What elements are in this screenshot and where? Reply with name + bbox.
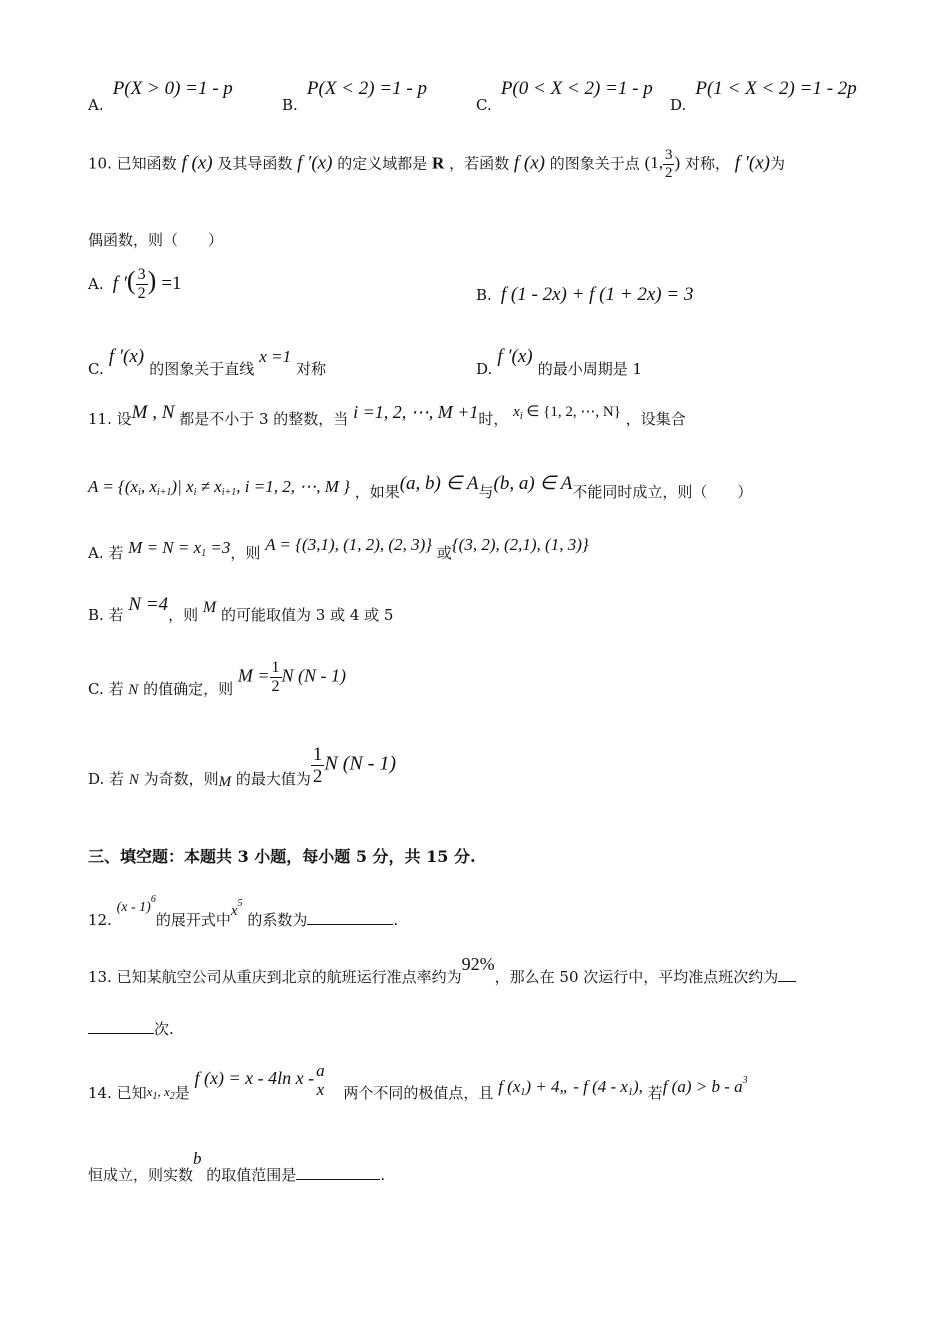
stem-text: 及其导函数 — [217, 154, 293, 173]
numerator: 3 — [137, 266, 146, 283]
answer-blank-part2[interactable] — [88, 1019, 154, 1034]
formula: M — [202, 599, 217, 616]
answer-blank-part1[interactable] — [778, 967, 796, 982]
option-label: C. — [476, 96, 492, 114]
question-number: 10. — [88, 154, 112, 173]
formula: =1 — [161, 273, 182, 294]
fraction — [270, 660, 282, 695]
formula — [498, 1077, 643, 1096]
section-heading: 三、填空题：本题共 3 小题，每小题 5 分，共 15 分. — [88, 847, 476, 866]
formula: f ′(x) — [497, 346, 533, 367]
option-label: D. 若 — [88, 769, 125, 788]
formula: x — [230, 903, 238, 919]
option-label: B. — [282, 96, 298, 114]
formula: f (1 - 2x) + f (1 + 2x) = 3 — [500, 284, 694, 305]
formula — [146, 1084, 175, 1102]
formula: P(X > 0) =1 - p — [112, 78, 233, 99]
option-label: A. — [88, 96, 104, 114]
option-text: ，则 — [168, 606, 199, 624]
stem-text: 已知某航空公司从重庆到北京的航班运行准点率约为 — [116, 968, 462, 986]
stem-text: 的系数为 — [247, 911, 308, 929]
subscript: 1 — [520, 1087, 526, 1098]
option-label: B. — [476, 286, 492, 304]
formula: f (a) > b - a — [662, 1077, 743, 1096]
q9-option-b — [282, 78, 427, 114]
question-number: 12. — [88, 911, 112, 929]
formula: x — [513, 404, 520, 420]
formula: f (x) = x - 4ln x - — [194, 1068, 315, 1088]
numerator: a — [316, 1061, 325, 1080]
q12-stem — [88, 894, 399, 929]
formula: P(0 < X < 2) =1 - p — [500, 78, 653, 99]
formula: M = — [237, 665, 270, 686]
fraction — [663, 148, 675, 181]
q13-stem-line1 — [88, 954, 796, 986]
q9-option-d — [670, 78, 857, 114]
formula: f ′(x) — [734, 152, 771, 174]
q11-option-d — [88, 744, 397, 790]
stem-text: ，如果 — [354, 483, 400, 501]
stem-text: 对称， — [684, 154, 730, 173]
q9-option-c — [476, 78, 653, 114]
formula — [230, 898, 243, 919]
option-label: D. — [670, 96, 687, 114]
option-label: B. 若 — [88, 606, 124, 624]
formula: =3 — [206, 538, 231, 557]
q9-option-a — [88, 78, 233, 114]
formula: i =1, 2, ⋯, M +1 — [353, 402, 479, 422]
answer-blank[interactable] — [296, 1165, 380, 1180]
formula: {(3, 2), (2,1), (1, 3)} — [451, 535, 589, 554]
stem-text: 设 — [116, 410, 132, 428]
q14-stem-line2 — [88, 1148, 386, 1184]
formula: f ′(x) — [297, 152, 333, 174]
formula: N (N - 1) — [281, 665, 346, 686]
stem-text: ，那么在 50 次运行中，平均准点班次约为 — [494, 968, 779, 986]
superscript: 3 — [742, 1075, 748, 1086]
formula: , x — [140, 477, 157, 496]
subscript: i — [138, 487, 141, 498]
q10-option-b — [476, 284, 693, 306]
formula: f ′(x) — [108, 346, 145, 367]
formula: , x — [157, 1084, 170, 1099]
denominator: x — [316, 1080, 325, 1099]
q11-option-a — [88, 535, 589, 564]
q11-option-b — [88, 594, 394, 626]
stem-text: . — [380, 1166, 386, 1184]
formula: x =1 — [259, 347, 292, 366]
q11-option-c — [88, 659, 346, 698]
answer-blank[interactable] — [307, 910, 393, 925]
q10-stem-line1 — [88, 148, 785, 181]
formula: N — [128, 681, 139, 698]
option-text: 的最小周期是 1 — [537, 360, 643, 378]
subscript: 1 — [627, 1087, 633, 1098]
fraction — [311, 745, 325, 786]
stem-text: ，设集合 — [625, 410, 686, 428]
paren: ) — [147, 266, 157, 295]
fraction — [136, 267, 148, 302]
formula: ≠ x — [196, 477, 222, 496]
formula: P(1 < X < 2) =1 - 2p — [695, 78, 857, 99]
paren: ( — [126, 266, 136, 295]
formula: )| x — [171, 477, 194, 496]
question-number: 13. — [88, 968, 112, 986]
option-text: 的最大值为 — [235, 769, 311, 788]
q10-option-a — [88, 266, 182, 302]
subscript: i+1 — [156, 487, 172, 498]
formula: A = {(3,1), (1, 2), (2, 3)} — [265, 535, 433, 554]
stem-text: 若 — [647, 1084, 663, 1102]
stem-text: 与 — [478, 483, 494, 501]
formula: x — [146, 1084, 153, 1099]
percentage: 92% — [461, 954, 495, 974]
option-text: 的可能取值为 3 或 4 或 5 — [221, 606, 394, 624]
numerator: 3 — [664, 147, 673, 163]
option-text: ，则 — [230, 544, 261, 562]
option-text: 对称 — [296, 360, 327, 378]
option-label: A. — [88, 275, 104, 293]
question-number: 11. — [88, 410, 112, 428]
subscript: i+1 — [221, 487, 237, 498]
formula: (a, b) ∈ A — [399, 473, 479, 494]
option-text: 或 — [436, 544, 452, 562]
formula: ∈ {1, 2, ⋯, N} — [522, 404, 621, 420]
formula: A = {(x — [88, 477, 139, 496]
formula: P(X < 2) =1 - p — [306, 78, 427, 99]
formula: , i =1, 2, ⋯, M } — [236, 477, 350, 496]
stem-text: 的展开式中 — [155, 911, 231, 929]
formula: f ′ — [112, 273, 127, 294]
question-number: 14. — [88, 1084, 112, 1102]
subscript: 1 — [201, 548, 207, 559]
formula — [663, 1077, 748, 1096]
superscript: 5 — [237, 898, 243, 909]
stem-text: 两个不同的极值点，且 — [343, 1084, 494, 1102]
formula: N (N - 1) — [324, 752, 397, 775]
stem-text: 的图象关于点 — [549, 154, 640, 173]
formula: 1, — [650, 153, 663, 173]
option-label: D. — [476, 360, 493, 378]
stem-text: 是 — [174, 1084, 190, 1102]
option-text: 的值确定，则 — [143, 679, 234, 698]
stem-text: 已知 — [116, 1084, 147, 1102]
stem-text: 已知函数 — [116, 154, 177, 173]
formula: M — [218, 773, 232, 790]
fraction — [314, 1062, 327, 1098]
formula — [513, 404, 621, 420]
subscript: 1 — [152, 1091, 158, 1102]
q13-stem-line2 — [88, 1018, 174, 1039]
denominator: 2 — [664, 165, 673, 181]
q14-stem-line1 — [88, 1052, 748, 1102]
option-text: 为奇数，则 — [143, 769, 219, 788]
formula: f (x) — [181, 152, 213, 174]
q11-stem-line1 — [88, 402, 686, 430]
formula: f (x — [498, 1077, 521, 1096]
stem-text: 的定义域都是 — [337, 154, 428, 173]
subscript: 2 — [169, 1091, 175, 1102]
formula: N =4 — [128, 594, 169, 615]
formula: N — [128, 771, 139, 788]
option-text: 的图象关于直线 — [149, 360, 255, 378]
q10-option-d — [476, 346, 643, 378]
stem-text: 时， — [478, 410, 509, 428]
stem-text: 的取值范围是 — [206, 1166, 297, 1184]
formula: ), — [632, 1077, 643, 1096]
denominator: 2 — [137, 285, 146, 302]
option-label: C. 若 — [88, 679, 124, 698]
option-label: A. 若 — [88, 544, 124, 562]
formula: b — [193, 1149, 202, 1168]
stem-text: 恒成立，则实数 — [88, 1166, 194, 1184]
subscript: i — [193, 487, 197, 498]
formula — [128, 538, 230, 557]
formula: (x - 1) — [116, 900, 151, 915]
numerator: 1 — [271, 659, 280, 676]
real-set-symbol: R — [432, 153, 445, 173]
set-definition — [88, 477, 350, 496]
formula: f (x) — [513, 152, 545, 174]
q10-option-c — [88, 346, 327, 378]
stem-text: 为 — [770, 154, 786, 173]
denominator: 2 — [312, 766, 323, 787]
stem-text: 都是不小于 3 的整数，当 — [179, 410, 349, 428]
stem-text: 不能同时成立，则（ ） — [572, 483, 753, 501]
q11-stem-line2 — [88, 473, 753, 503]
stem-text: 次. — [154, 1020, 174, 1038]
formula: M , N — [131, 402, 175, 423]
formula — [116, 894, 156, 915]
superscript: 6 — [150, 894, 156, 905]
option-label: C. — [88, 360, 104, 378]
formula: (b, a) ∈ A — [493, 473, 573, 494]
numerator: 1 — [312, 744, 323, 765]
point-expression: (1, $\frac{3}{2}$ ) — [644, 147, 681, 181]
formula: ) + 4„ - f (4 - x — [525, 1077, 628, 1096]
denominator: 2 — [271, 678, 280, 695]
subscript: i — [519, 411, 523, 422]
stem-text: . — [393, 911, 399, 929]
stem-text: ，若函数 — [449, 154, 510, 173]
q10-stem-line2: 偶函数，则（ ） — [88, 231, 224, 249]
formula: M = N = x — [128, 538, 202, 557]
